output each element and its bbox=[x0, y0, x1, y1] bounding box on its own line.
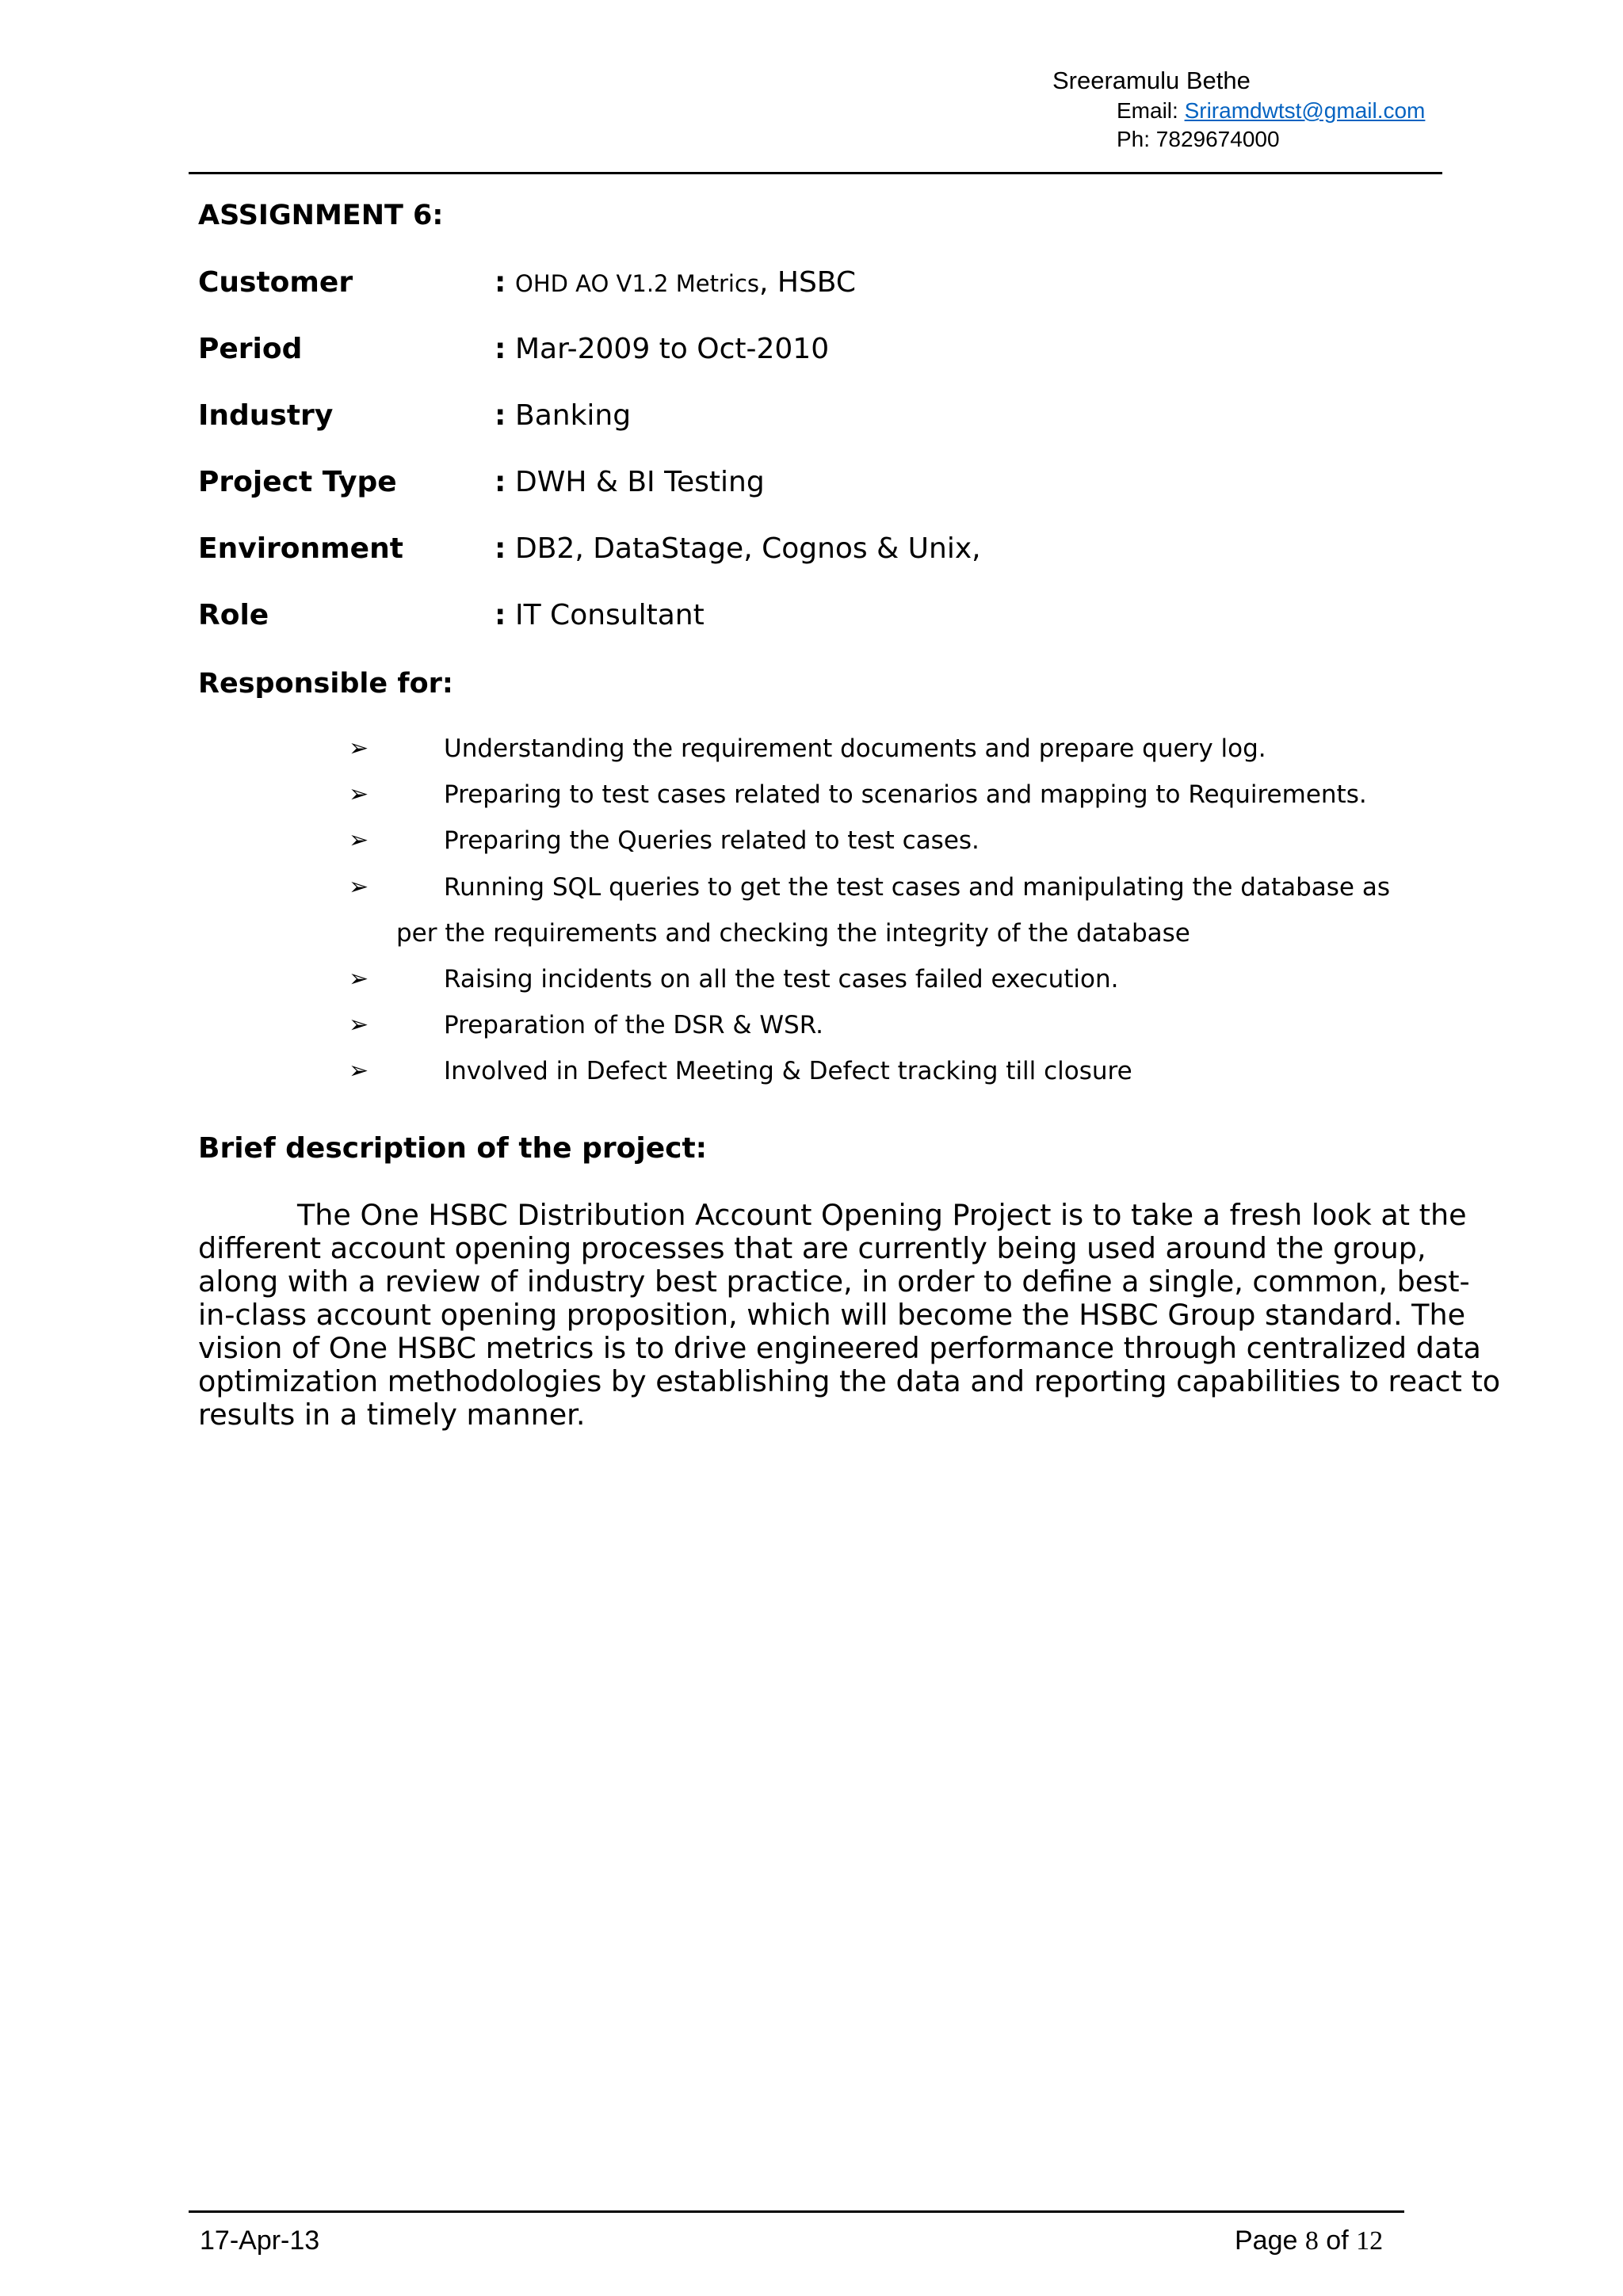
field-label: Period bbox=[198, 333, 303, 365]
brief-description-title: Brief description of the project: bbox=[198, 1132, 708, 1165]
field-role bbox=[198, 596, 1466, 635]
paragraph-line: results in a timely manner. bbox=[198, 1398, 586, 1432]
email-link[interactable]: Sriramdwtst@gmail.com bbox=[1184, 98, 1426, 123]
paragraph-line: along with a review of industry best practice, in order to define a single, common, best- bbox=[198, 1264, 1470, 1299]
paragraph-line: The One HSBC Distribution Account Opening Project is to take a fresh look at the bbox=[297, 1198, 1467, 1232]
list-item-text: Running SQL queries to get the test cases and manipulating the database as bbox=[444, 873, 1390, 902]
field-value: Mar-2009 to Oct-2010 bbox=[515, 333, 830, 365]
total-pages: 12 bbox=[1356, 2226, 1384, 2256]
field-colon: : bbox=[495, 333, 506, 365]
list-item-text: Understanding the requirement documents and prepare query log. bbox=[444, 734, 1266, 763]
field-value: DWH & BI Testing bbox=[515, 466, 765, 498]
paragraph-line: in-class account opening proposition, which will become the HSBC Group standard. The bbox=[198, 1298, 1466, 1332]
field-label: Role bbox=[198, 599, 269, 631]
brief-description-paragraph bbox=[198, 1198, 1501, 1432]
list-item bbox=[349, 1005, 1458, 1045]
field-value: Banking bbox=[515, 399, 632, 432]
footer-date: 17-Apr-13 bbox=[200, 2225, 320, 2256]
list-item-text: Preparation of the DSR & WSR. bbox=[444, 1011, 823, 1039]
list-item-text: Preparing the Queries related to test cases. bbox=[444, 826, 980, 855]
field-colon: : bbox=[495, 599, 506, 631]
list-item-text: Raising incidents on all the test cases failed execution. bbox=[444, 965, 1119, 994]
author-name: Sreeramulu Bethe bbox=[1052, 67, 1251, 94]
field-period bbox=[198, 330, 1466, 369]
field-customer bbox=[198, 263, 1466, 303]
field-label: Environment bbox=[198, 532, 403, 565]
list-item bbox=[349, 729, 1458, 769]
field-label: Industry bbox=[198, 399, 334, 432]
list-item-text: Preparing to test cases related to scenarios and mapping to Requirements. bbox=[444, 780, 1367, 809]
field-colon: : bbox=[495, 532, 506, 565]
field-value: IT Consultant bbox=[515, 599, 705, 631]
field-value bbox=[515, 263, 856, 303]
footer-divider bbox=[189, 2210, 1404, 2213]
arrow-bullet-icon: ➢ bbox=[349, 1057, 369, 1085]
list-item-text: Involved in Defect Meeting & Defect tracking till closure bbox=[444, 1057, 1132, 1085]
arrow-bullet-icon: ➢ bbox=[349, 734, 369, 762]
email-line bbox=[1052, 97, 1425, 125]
of-label: of bbox=[1318, 2225, 1357, 2256]
list-item-continuation: per the requirements and checking the integrity of the database bbox=[396, 919, 1190, 948]
field-value: DB2, DataStage, Cognos & Unix, bbox=[515, 532, 981, 565]
arrow-bullet-icon: ➢ bbox=[349, 826, 369, 854]
email-label: Email: bbox=[1117, 98, 1185, 123]
page-number bbox=[1235, 2223, 1383, 2259]
field-label: Project Type bbox=[198, 466, 397, 498]
list-item bbox=[349, 1051, 1458, 1091]
customer-project-name: OHD AO V1.2 Metrics bbox=[515, 270, 759, 297]
field-label: Customer bbox=[198, 266, 353, 299]
list-item bbox=[349, 959, 1458, 999]
paragraph-line: optimization methodologies by establishing the data and reporting capabilities to react to bbox=[198, 1364, 1501, 1398]
list-item bbox=[349, 775, 1458, 814]
document-header bbox=[1052, 65, 1425, 154]
current-page: 8 bbox=[1304, 2226, 1319, 2256]
header-divider bbox=[189, 172, 1442, 174]
list-item bbox=[349, 868, 1458, 907]
arrow-bullet-icon: ➢ bbox=[349, 873, 369, 901]
assignment-title: ASSIGNMENT 6: bbox=[198, 200, 444, 231]
arrow-bullet-icon: ➢ bbox=[349, 780, 369, 808]
paragraph-line: vision of One HSBC metrics is to drive engineered performance through centralized data bbox=[198, 1331, 1481, 1365]
list-item bbox=[349, 821, 1458, 860]
page-label: Page bbox=[1235, 2225, 1305, 2256]
arrow-bullet-icon: ➢ bbox=[349, 1011, 369, 1039]
field-colon: : bbox=[495, 266, 506, 299]
customer-client-name: , HSBC bbox=[759, 266, 857, 299]
field-environment bbox=[198, 529, 1466, 569]
paragraph-line: different account opening processes that are currently being used around the group, bbox=[198, 1231, 1426, 1265]
field-colon: : bbox=[495, 466, 506, 498]
field-project-type bbox=[198, 463, 1466, 502]
responsibilities-title: Responsible for: bbox=[198, 668, 453, 700]
arrow-bullet-icon: ➢ bbox=[349, 965, 369, 993]
field-industry bbox=[198, 396, 1466, 436]
field-colon: : bbox=[495, 399, 506, 432]
phone-line: Ph: 7829674000 bbox=[1117, 127, 1280, 151]
